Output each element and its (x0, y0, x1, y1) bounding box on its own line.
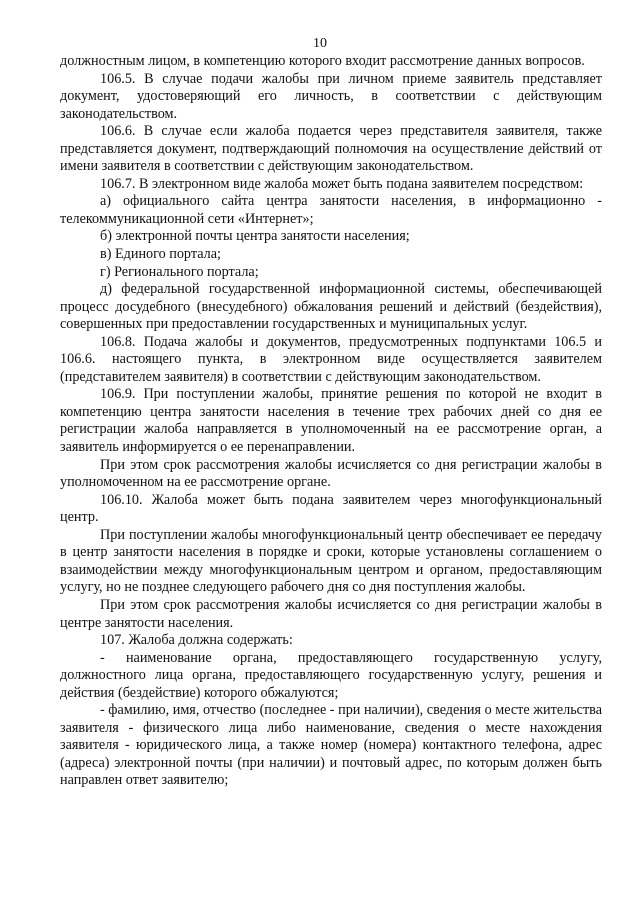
paragraph-106-8: 106.8. Подача жалобы и документов, предусмотренных подпунктами 106.5 и 106.6. настоящего пункта, в электронном виде осуществляется заявителем (представителем заявителя) в соответствии с действующим законодательством. (60, 333, 602, 385)
paragraph-106-9-term: При этом срок рассмотрения жалобы исчисляется со дня регистрации жалобы в уполномоченном на ее рассмотрение органе. (60, 456, 602, 491)
list-item-dash-1: - наименование органа, предоставляющего государственную услугу, должностного лица органа, предоставляющего государственную услугу, решения и действия (бездействие) которого обжалуются; (60, 649, 602, 701)
paragraph-106-9: 106.9. При поступлении жалобы, принятие решения по которой не входит в компетенцию центра занятости населения в течение трех рабочих дней со дня ее регистрации жалоба направляется в уполномоченный на ее рассмотрение орган, а заявитель информируется о ее перенаправлении. (60, 386, 602, 456)
paragraph-106-10-term: При этом срок рассмотрения жалобы исчисляется со дня регистрации жалобы в центре занятости населения. (60, 596, 602, 631)
list-item-g: г) Регионального портала; (100, 263, 259, 280)
page-number: 10 (313, 36, 327, 51)
paragraph-106-6: 106.6. В случае если жалоба подается через представителя заявителя, также представляется документ, подтверждающий полномочия на осуществление действий от имени заявителя в соответствии с действующим законодательством. (60, 123, 602, 175)
list-item-a: а) официального сайта центра занятости населения, в информационно - телекоммуникационной сети «Интернет»; (60, 193, 602, 227)
paragraph-continuation: должностным лицом, в компетенцию которого входит рассмотрение данных вопросов. (60, 53, 585, 69)
paragraph-106-7: 106.7. В электронном виде жалоба может быть подана заявителем посредством: (100, 175, 584, 192)
list-item-d: д) федеральной государственной информационной системы, обеспечивающей процесс досудебного (внесудебного) обжалования решений и действий (бездействия), совершенных при предоставлении государственных и муниципальных услуг. (60, 281, 602, 333)
list-item-dash-2: - фамилию, имя, отчество (последнее - при наличии), сведения о месте жительства заявителя - физического лица либо наименование, сведения о месте нахождения заявителя - юридического лица, а также номер (номера) контактного телефона, адрес (адреса) электронной почты (при наличии) и почтовый адрес, по которым должен быть направлен ответ заявителю; (60, 702, 602, 789)
paragraph-106-10-transfer: При поступлении жалобы многофункциональный центр обеспечивает ее передачу в центр занятости населения в порядке и сроки, которые установлены соглашением о взаимодействии между многофункциональным центром и органом, предоставляющим услугу, но не позднее следующего рабочего дня со дня поступления жалобы. (60, 526, 602, 596)
list-item-b: б) электронной почты центра занятости населения; (100, 228, 410, 245)
document-body (60, 53, 602, 790)
paragraph-107: 107. Жалоба должна содержать: (100, 632, 293, 649)
paragraph-106-5: 106.5. В случае подачи жалобы при личном приеме заявитель представляет документ, удостоверяющий его личность, в соответствии с действующим законодательством. (60, 70, 602, 122)
paragraph-106-10: 106.10. Жалоба может быть подана заявителем через многофункциональный центр. (60, 491, 602, 526)
list-item-v: в) Единого портала; (100, 246, 221, 263)
